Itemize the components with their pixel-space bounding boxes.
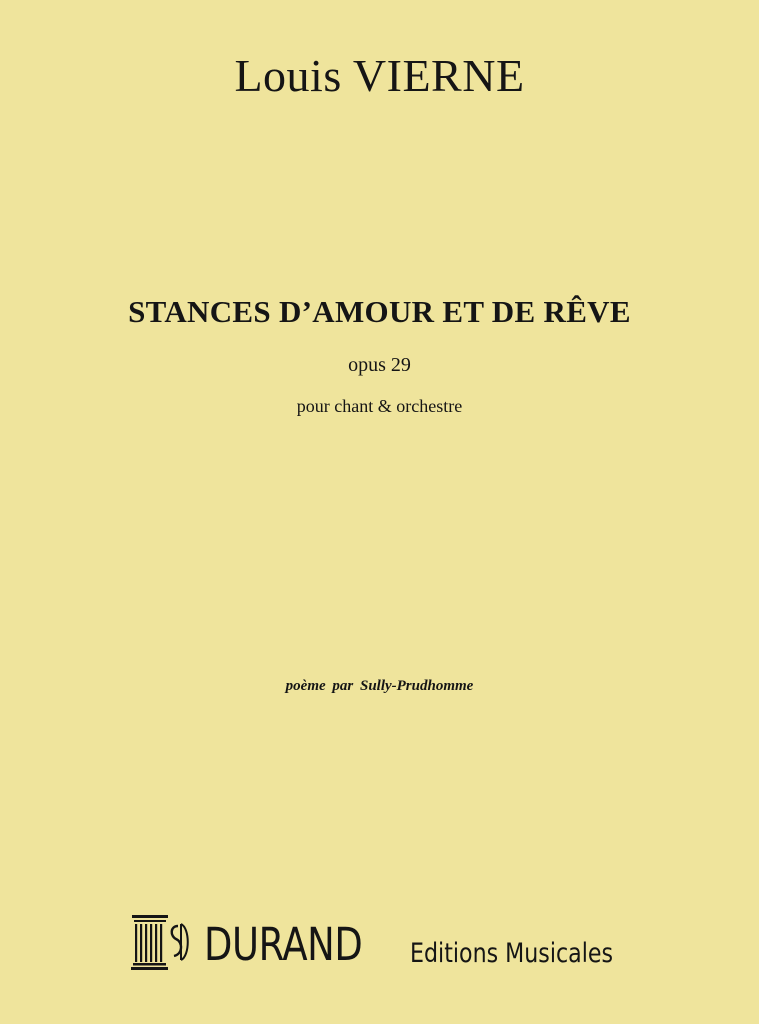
scoring-line: pour chant & orchestre [296,396,463,416]
publisher-name: DURAND [204,918,363,971]
publisher-subtitle: Editions Musicales [410,938,614,969]
work-title: STANCES D’AMOUR ET DE RÊVE [128,294,631,329]
poem-credit: poème par Sully-Prudhomme [285,678,474,694]
publisher-block [130,912,670,972]
durand-columns-logo-icon [130,912,190,972]
opus-number: opus 29 [348,354,411,376]
composer-name: Louis VIERNE [234,50,525,101]
